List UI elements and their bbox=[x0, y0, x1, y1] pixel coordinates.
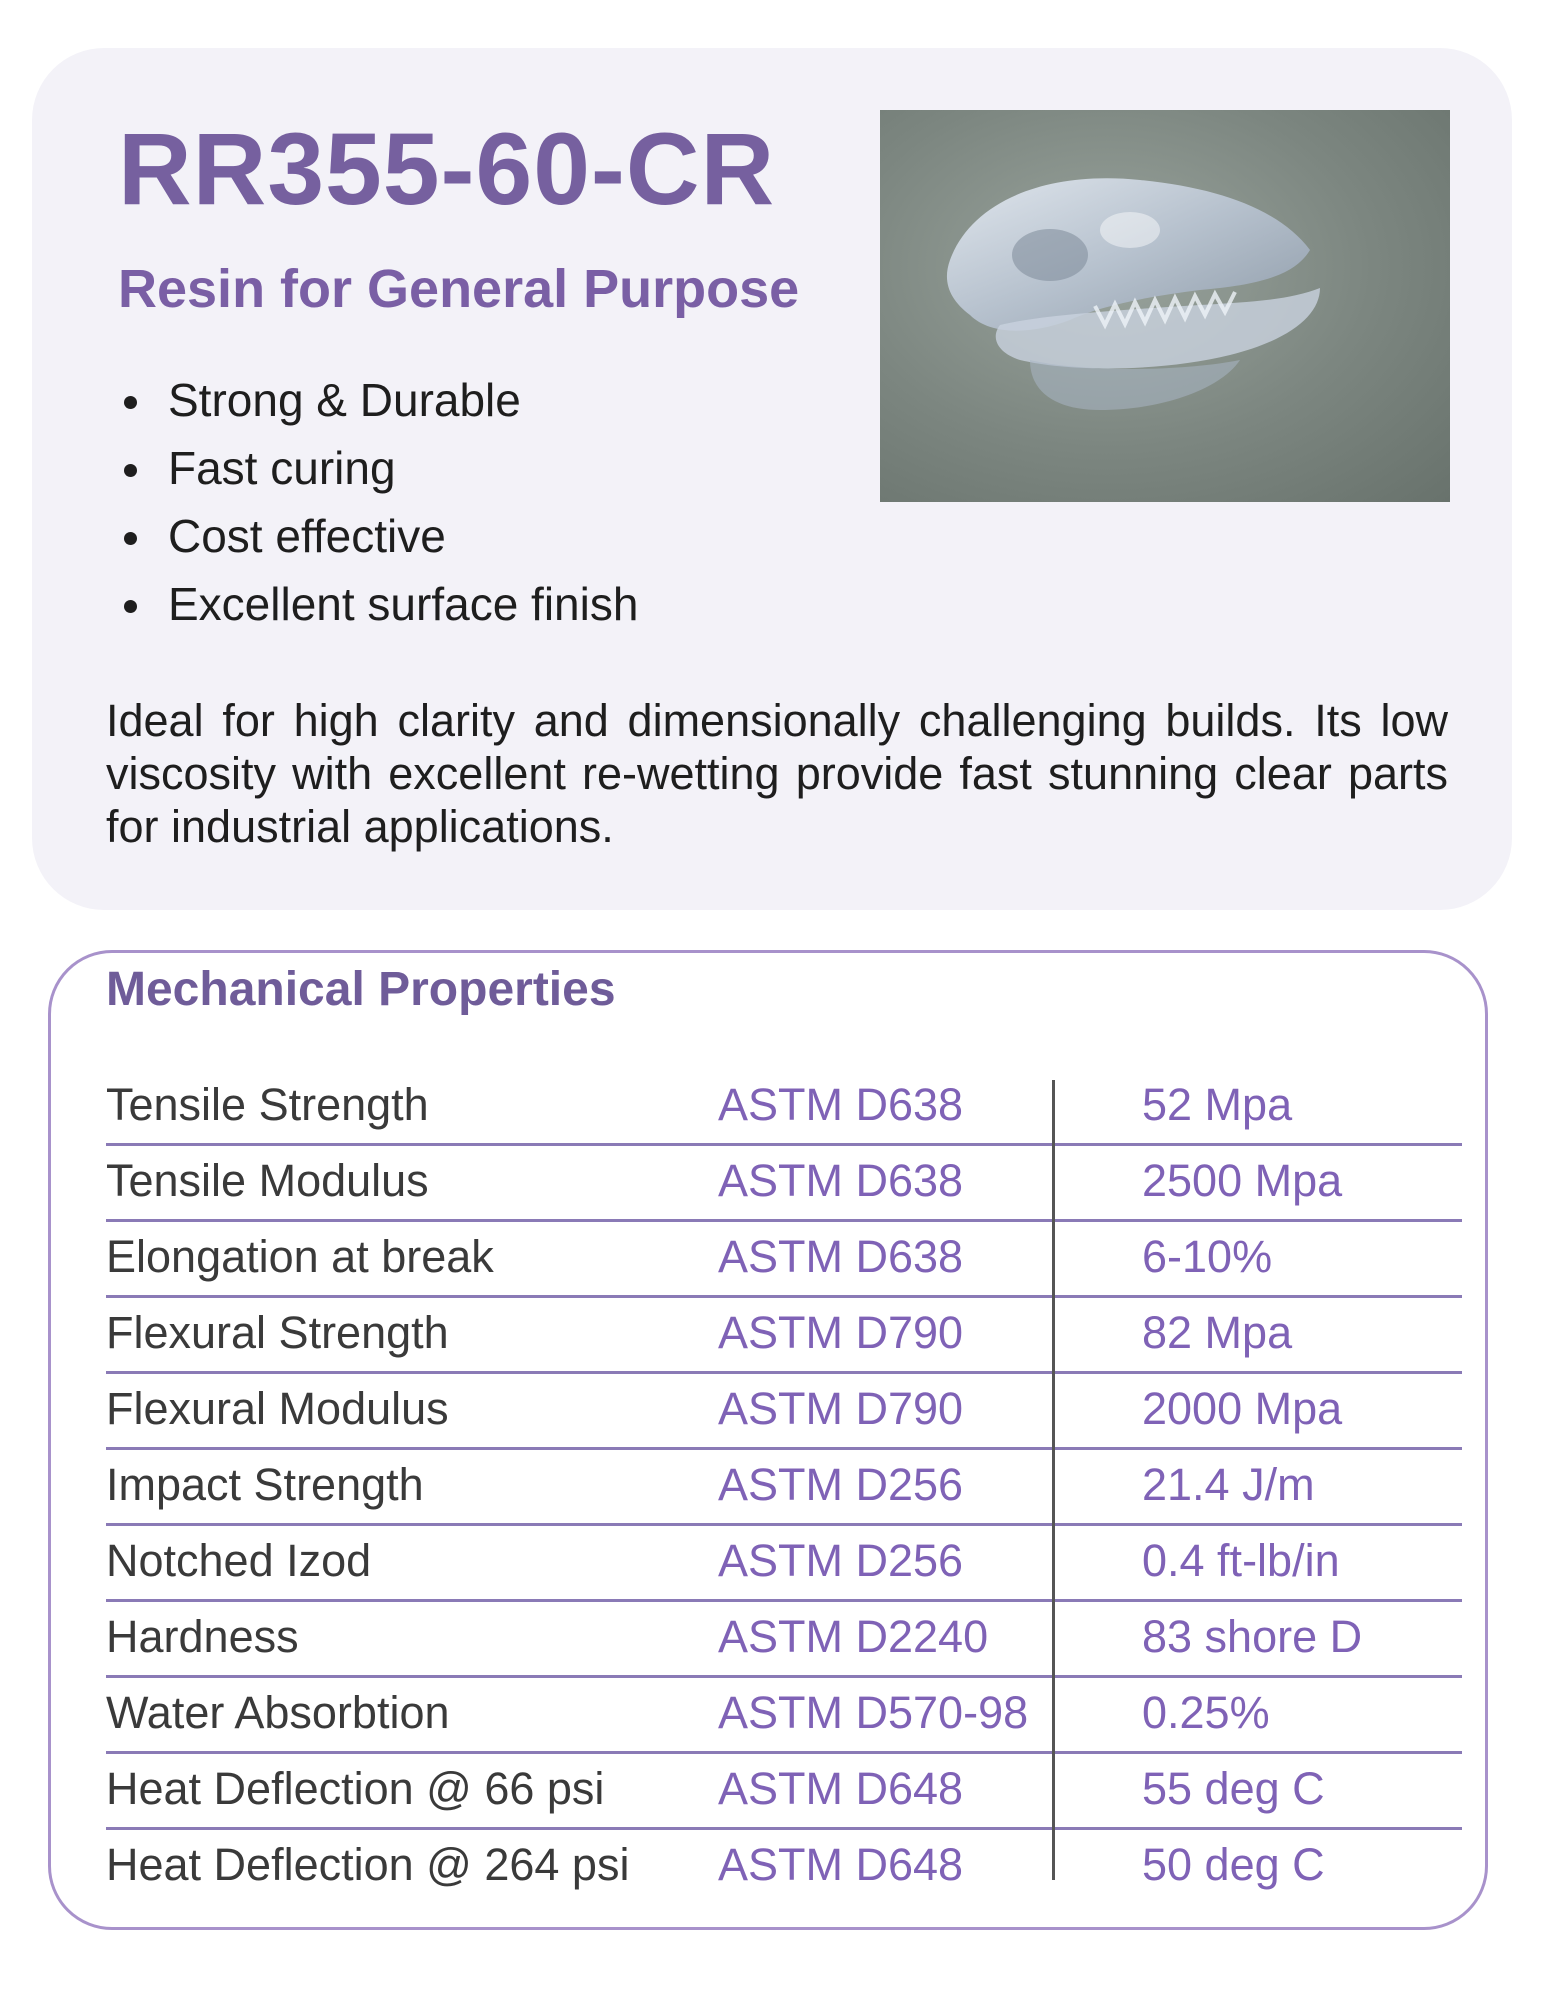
table-row bbox=[106, 1526, 1462, 1602]
property-name: Heat Deflection @ 264 psi bbox=[106, 1839, 630, 1890]
product-subtitle: Resin for General Purpose bbox=[118, 259, 800, 319]
property-name: Water Absorbtion bbox=[106, 1687, 450, 1738]
property-name: Heat Deflection @ 66 psi bbox=[106, 1763, 605, 1814]
test-standard: ASTM D638 bbox=[718, 1155, 964, 1206]
property-value: 6-10% bbox=[1142, 1231, 1273, 1282]
table-row bbox=[106, 1222, 1462, 1298]
test-standard: ASTM D648 bbox=[718, 1839, 964, 1890]
mechanical-properties-title: Mechanical Properties bbox=[106, 963, 616, 1016]
test-standard: ASTM D638 bbox=[718, 1079, 964, 1130]
property-name: Flexural Strength bbox=[106, 1307, 449, 1358]
property-name: Flexural Modulus bbox=[106, 1383, 449, 1434]
property-value: 82 Mpa bbox=[1142, 1307, 1293, 1358]
dinosaur-skull-image bbox=[880, 110, 1450, 502]
property-value: 2000 Mpa bbox=[1142, 1383, 1343, 1434]
property-value: 83 shore D bbox=[1142, 1611, 1363, 1662]
property-value: 0.4 ft-lb/in bbox=[1142, 1535, 1340, 1586]
property-name: Notched Izod bbox=[106, 1535, 372, 1586]
property-name: Elongation at break bbox=[106, 1231, 494, 1282]
property-value: 2500 Mpa bbox=[1142, 1155, 1343, 1206]
table-row bbox=[106, 1070, 1462, 1146]
property-name: Tensile Strength bbox=[106, 1079, 429, 1130]
test-standard: ASTM D256 bbox=[718, 1459, 964, 1510]
properties-table bbox=[106, 1070, 1462, 1906]
product-photo bbox=[880, 110, 1450, 502]
feature-list bbox=[118, 366, 638, 638]
table-row bbox=[106, 1754, 1462, 1830]
table-row bbox=[106, 1450, 1462, 1526]
feature-item: Cost effective bbox=[118, 502, 638, 570]
test-standard: ASTM D570-98 bbox=[718, 1687, 1029, 1738]
test-standard: ASTM D2240 bbox=[718, 1611, 989, 1662]
property-name: Tensile Modulus bbox=[106, 1155, 429, 1206]
test-standard: ASTM D790 bbox=[718, 1383, 964, 1434]
table-row bbox=[106, 1374, 1462, 1450]
product-description: Ideal for high clarity and dimensionally challenging builds. Its low viscosity with excellent re-wetting provide fast stunning clear parts for industrial applications. bbox=[106, 695, 1448, 852]
test-standard: ASTM D790 bbox=[718, 1307, 964, 1358]
feature-item: Fast curing bbox=[118, 434, 638, 502]
test-standard: ASTM D256 bbox=[718, 1535, 964, 1586]
column-divider bbox=[1052, 1080, 1055, 1880]
property-name: Hardness bbox=[106, 1611, 299, 1662]
property-value: 55 deg C bbox=[1142, 1763, 1325, 1814]
property-value: 52 Mpa bbox=[1142, 1079, 1293, 1130]
test-standard: ASTM D648 bbox=[718, 1763, 964, 1814]
property-value: 21.4 J/m bbox=[1142, 1459, 1315, 1510]
feature-item: Excellent surface finish bbox=[118, 570, 638, 638]
table-row bbox=[106, 1602, 1462, 1678]
table-row bbox=[106, 1298, 1462, 1374]
table-row bbox=[106, 1830, 1462, 1906]
table-row bbox=[106, 1146, 1462, 1222]
table-row bbox=[106, 1678, 1462, 1754]
feature-item: Strong & Durable bbox=[118, 366, 638, 434]
product-title: RR355-60-CR bbox=[118, 112, 776, 226]
test-standard: ASTM D638 bbox=[718, 1231, 964, 1282]
property-name: Impact Strength bbox=[106, 1459, 424, 1510]
property-value: 50 deg C bbox=[1142, 1839, 1325, 1890]
property-value: 0.25% bbox=[1142, 1687, 1270, 1738]
